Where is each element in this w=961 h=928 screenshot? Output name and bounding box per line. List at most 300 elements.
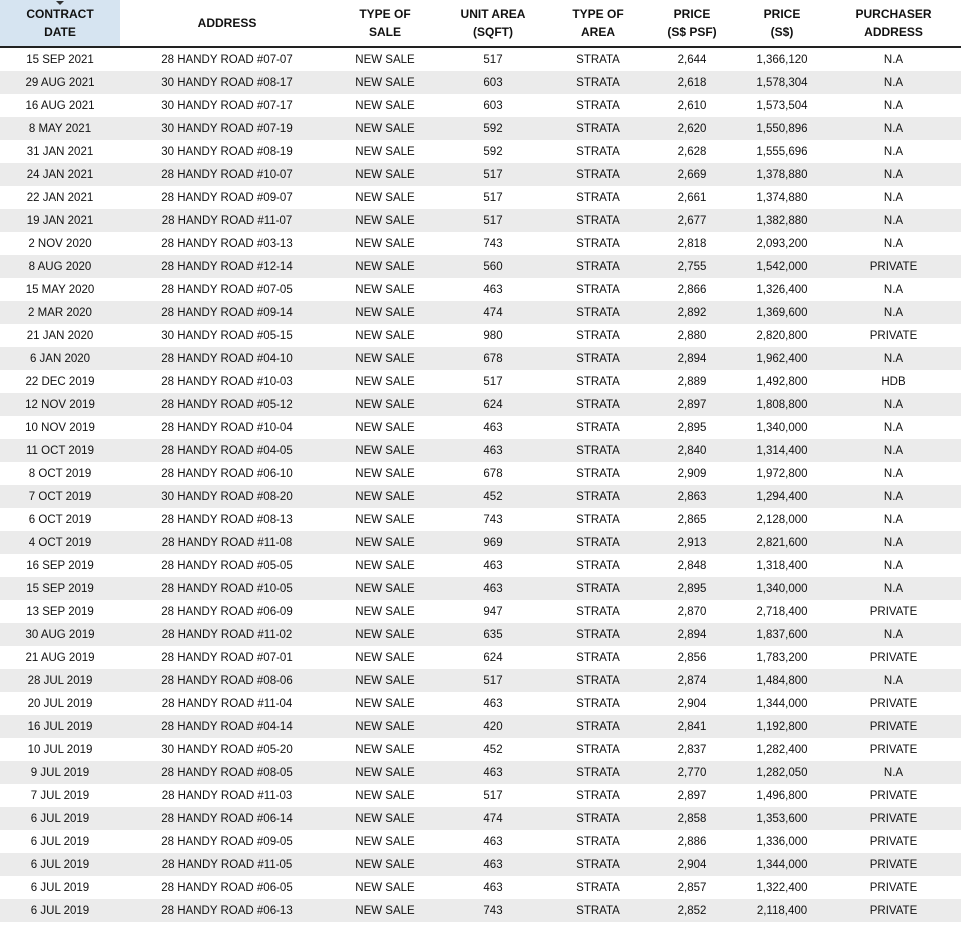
cell-purchaser-address: N.A	[826, 531, 961, 554]
cell-type-of-sale: NEW SALE	[334, 462, 436, 485]
table-row[interactable]	[0, 94, 961, 117]
cell-type-of-area: STRATA	[550, 324, 646, 347]
cell-contract-date: 11 OCT 2019	[0, 439, 120, 462]
cell-price-psf: 2,897	[646, 393, 738, 416]
cell-price: 1,378,880	[738, 163, 826, 186]
cell-purchaser-address: PRIVATE	[826, 807, 961, 830]
cell-contract-date: 2 NOV 2020	[0, 232, 120, 255]
cell-price-psf: 2,909	[646, 462, 738, 485]
table-row[interactable]	[0, 232, 961, 255]
table-row[interactable]	[0, 370, 961, 393]
cell-price-psf: 2,620	[646, 117, 738, 140]
cell-price: 1,322,400	[738, 876, 826, 899]
cell-contract-date: 7 OCT 2019	[0, 485, 120, 508]
cell-unit-area: 463	[436, 876, 550, 899]
cell-type-of-sale: NEW SALE	[334, 324, 436, 347]
cell-price-psf: 2,892	[646, 301, 738, 324]
cell-type-of-sale: NEW SALE	[334, 71, 436, 94]
cell-unit-area: 517	[436, 163, 550, 186]
cell-price-psf: 2,874	[646, 669, 738, 692]
cell-unit-area: 517	[436, 669, 550, 692]
cell-type-of-sale: NEW SALE	[334, 600, 436, 623]
cell-unit-area: 420	[436, 715, 550, 738]
cell-type-of-sale: NEW SALE	[334, 370, 436, 393]
cell-unit-area: 463	[436, 439, 550, 462]
cell-contract-date: 16 SEP 2019	[0, 554, 120, 577]
cell-contract-date: 12 NOV 2019	[0, 393, 120, 416]
cell-price-psf: 2,895	[646, 416, 738, 439]
cell-address: 28 HANDY ROAD #09-14	[120, 301, 334, 324]
cell-price-psf: 2,856	[646, 646, 738, 669]
cell-price-psf: 2,866	[646, 278, 738, 301]
table-row[interactable]	[0, 255, 961, 278]
table-row[interactable]	[0, 876, 961, 899]
cell-unit-area: 474	[436, 807, 550, 830]
cell-unit-area: 560	[436, 255, 550, 278]
cell-price-psf: 2,870	[646, 600, 738, 623]
table-row[interactable]	[0, 324, 961, 347]
cell-type-of-sale: NEW SALE	[334, 232, 436, 255]
cell-price-psf: 2,895	[646, 577, 738, 600]
cell-type-of-sale: NEW SALE	[334, 761, 436, 784]
cell-price: 1,578,304	[738, 71, 826, 94]
cell-type-of-area: STRATA	[550, 738, 646, 761]
cell-contract-date: 13 SEP 2019	[0, 600, 120, 623]
cell-unit-area: 743	[436, 899, 550, 922]
cell-price-psf: 2,852	[646, 899, 738, 922]
cell-price: 1,542,000	[738, 255, 826, 278]
cell-address: 28 HANDY ROAD #05-05	[120, 554, 334, 577]
cell-address: 28 HANDY ROAD #08-06	[120, 669, 334, 692]
cell-price: 1,962,400	[738, 347, 826, 370]
cell-type-of-area: STRATA	[550, 278, 646, 301]
table-row[interactable]	[0, 554, 961, 577]
cell-address: 28 HANDY ROAD #10-04	[120, 416, 334, 439]
cell-contract-date: 16 AUG 2021	[0, 94, 120, 117]
table-row[interactable]	[0, 669, 961, 692]
cell-type-of-sale: NEW SALE	[334, 531, 436, 554]
cell-type-of-area: STRATA	[550, 761, 646, 784]
cell-purchaser-address: N.A	[826, 47, 961, 71]
cell-price: 1,314,400	[738, 439, 826, 462]
table-row[interactable]	[0, 416, 961, 439]
cell-address: 28 HANDY ROAD #09-07	[120, 186, 334, 209]
table-row[interactable]	[0, 186, 961, 209]
table-row[interactable]	[0, 600, 961, 623]
cell-address: 30 HANDY ROAD #08-19	[120, 140, 334, 163]
cell-address: 30 HANDY ROAD #05-20	[120, 738, 334, 761]
cell-purchaser-address: N.A	[826, 761, 961, 784]
cell-type-of-sale: NEW SALE	[334, 485, 436, 508]
cell-purchaser-address: PRIVATE	[826, 646, 961, 669]
cell-price-psf: 2,841	[646, 715, 738, 738]
cell-type-of-sale: NEW SALE	[334, 393, 436, 416]
cell-address: 28 HANDY ROAD #04-05	[120, 439, 334, 462]
cell-type-of-area: STRATA	[550, 623, 646, 646]
table-row[interactable]	[0, 439, 961, 462]
cell-contract-date: 6 JUL 2019	[0, 853, 120, 876]
cell-contract-date: 4 OCT 2019	[0, 531, 120, 554]
cell-purchaser-address: PRIVATE	[826, 876, 961, 899]
cell-address: 28 HANDY ROAD #03-13	[120, 232, 334, 255]
column-header-contract-date[interactable]	[0, 0, 120, 47]
header-row	[0, 0, 961, 47]
cell-price-psf: 2,904	[646, 853, 738, 876]
cell-contract-date: 7 JUL 2019	[0, 784, 120, 807]
cell-price-psf: 2,837	[646, 738, 738, 761]
table-row[interactable]	[0, 117, 961, 140]
cell-type-of-sale: NEW SALE	[334, 830, 436, 853]
cell-price-psf: 2,897	[646, 784, 738, 807]
cell-type-of-area: STRATA	[550, 439, 646, 462]
cell-address: 28 HANDY ROAD #10-07	[120, 163, 334, 186]
cell-type-of-sale: NEW SALE	[334, 508, 436, 531]
table-row[interactable]	[0, 715, 961, 738]
table-body	[0, 47, 961, 922]
cell-price: 1,374,880	[738, 186, 826, 209]
cell-price-psf: 2,755	[646, 255, 738, 278]
cell-type-of-sale: NEW SALE	[334, 94, 436, 117]
cell-price-psf: 2,618	[646, 71, 738, 94]
cell-price-psf: 2,857	[646, 876, 738, 899]
column-header-price-psf[interactable]	[646, 0, 738, 47]
cell-price-psf: 2,880	[646, 324, 738, 347]
cell-purchaser-address: N.A	[826, 554, 961, 577]
column-header-label: SALE	[368, 25, 401, 39]
cell-price-psf: 2,628	[646, 140, 738, 163]
table-row[interactable]	[0, 853, 961, 876]
cell-address: 30 HANDY ROAD #08-17	[120, 71, 334, 94]
cell-price: 1,326,400	[738, 278, 826, 301]
sort-descending-icon	[56, 1, 64, 5]
column-header-purchaser-address[interactable]	[826, 0, 961, 47]
cell-type-of-area: STRATA	[550, 577, 646, 600]
cell-type-of-area: STRATA	[550, 600, 646, 623]
cell-price: 1,282,050	[738, 761, 826, 784]
cell-type-of-area: STRATA	[550, 232, 646, 255]
table-row[interactable]	[0, 784, 961, 807]
column-header-label: ADDRESS	[197, 16, 257, 30]
column-header-address[interactable]	[120, 0, 334, 47]
cell-price: 1,336,000	[738, 830, 826, 853]
cell-unit-area: 743	[436, 232, 550, 255]
cell-type-of-sale: NEW SALE	[334, 646, 436, 669]
cell-contract-date: 21 AUG 2019	[0, 646, 120, 669]
cell-price: 2,820,800	[738, 324, 826, 347]
cell-price-psf: 2,889	[646, 370, 738, 393]
cell-purchaser-address: PRIVATE	[826, 600, 961, 623]
cell-contract-date: 6 OCT 2019	[0, 508, 120, 531]
table-row[interactable]	[0, 531, 961, 554]
column-header-type-of-sale[interactable]	[334, 0, 436, 47]
table-row[interactable]	[0, 899, 961, 922]
cell-contract-date: 2 MAR 2020	[0, 301, 120, 324]
table-row[interactable]	[0, 47, 961, 71]
cell-unit-area: 452	[436, 485, 550, 508]
cell-type-of-sale: NEW SALE	[334, 278, 436, 301]
cell-purchaser-address: N.A	[826, 140, 961, 163]
cell-contract-date: 6 JUL 2019	[0, 876, 120, 899]
cell-purchaser-address: PRIVATE	[826, 853, 961, 876]
cell-type-of-area: STRATA	[550, 485, 646, 508]
column-header-label: TYPE OF	[359, 7, 411, 21]
cell-type-of-area: STRATA	[550, 301, 646, 324]
cell-type-of-area: STRATA	[550, 416, 646, 439]
cell-type-of-area: STRATA	[550, 186, 646, 209]
table-row[interactable]	[0, 508, 961, 531]
cell-price: 1,496,800	[738, 784, 826, 807]
cell-price: 1,783,200	[738, 646, 826, 669]
column-header-label: ADDRESS	[864, 25, 923, 39]
cell-address: 28 HANDY ROAD #04-14	[120, 715, 334, 738]
cell-unit-area: 603	[436, 94, 550, 117]
cell-unit-area: 980	[436, 324, 550, 347]
cell-unit-area: 517	[436, 370, 550, 393]
cell-price: 1,282,400	[738, 738, 826, 761]
cell-price: 1,382,880	[738, 209, 826, 232]
cell-price: 1,837,600	[738, 623, 826, 646]
cell-type-of-area: STRATA	[550, 876, 646, 899]
cell-type-of-area: STRATA	[550, 370, 646, 393]
cell-price-psf: 2,913	[646, 531, 738, 554]
cell-price-psf: 2,770	[646, 761, 738, 784]
cell-type-of-area: STRATA	[550, 393, 646, 416]
table-row[interactable]	[0, 830, 961, 853]
cell-purchaser-address: PRIVATE	[826, 255, 961, 278]
cell-purchaser-address: PRIVATE	[826, 738, 961, 761]
cell-price: 2,093,200	[738, 232, 826, 255]
cell-unit-area: 463	[436, 554, 550, 577]
column-header-type-of-area[interactable]	[550, 0, 646, 47]
cell-contract-date: 15 SEP 2019	[0, 577, 120, 600]
cell-type-of-sale: NEW SALE	[334, 554, 436, 577]
cell-price: 1,353,600	[738, 807, 826, 830]
cell-unit-area: 592	[436, 140, 550, 163]
cell-type-of-area: STRATA	[550, 715, 646, 738]
table-row[interactable]	[0, 209, 961, 232]
cell-price-psf: 2,904	[646, 692, 738, 715]
cell-type-of-area: STRATA	[550, 117, 646, 140]
cell-address: 28 HANDY ROAD #12-14	[120, 255, 334, 278]
cell-type-of-sale: NEW SALE	[334, 186, 436, 209]
cell-type-of-sale: NEW SALE	[334, 692, 436, 715]
cell-type-of-sale: NEW SALE	[334, 209, 436, 232]
cell-type-of-area: STRATA	[550, 462, 646, 485]
cell-purchaser-address: PRIVATE	[826, 899, 961, 922]
cell-price-psf: 2,677	[646, 209, 738, 232]
cell-unit-area: 624	[436, 646, 550, 669]
cell-purchaser-address: N.A	[826, 393, 961, 416]
table-row[interactable]	[0, 761, 961, 784]
cell-contract-date: 19 JAN 2021	[0, 209, 120, 232]
cell-type-of-area: STRATA	[550, 140, 646, 163]
cell-price-psf: 2,661	[646, 186, 738, 209]
cell-purchaser-address: N.A	[826, 508, 961, 531]
cell-contract-date: 6 JUL 2019	[0, 807, 120, 830]
cell-unit-area: 517	[436, 784, 550, 807]
cell-price: 1,294,400	[738, 485, 826, 508]
cell-unit-area: 635	[436, 623, 550, 646]
cell-address: 28 HANDY ROAD #05-12	[120, 393, 334, 416]
cell-unit-area: 603	[436, 71, 550, 94]
cell-purchaser-address: N.A	[826, 117, 961, 140]
cell-price-psf: 2,863	[646, 485, 738, 508]
table-row[interactable]	[0, 646, 961, 669]
cell-type-of-sale: NEW SALE	[334, 347, 436, 370]
cell-type-of-sale: NEW SALE	[334, 899, 436, 922]
cell-address: 28 HANDY ROAD #11-07	[120, 209, 334, 232]
table-row[interactable]	[0, 577, 961, 600]
cell-address: 28 HANDY ROAD #11-05	[120, 853, 334, 876]
cell-type-of-area: STRATA	[550, 94, 646, 117]
cell-purchaser-address: N.A	[826, 439, 961, 462]
cell-price: 1,972,800	[738, 462, 826, 485]
cell-purchaser-address: PRIVATE	[826, 324, 961, 347]
cell-address: 28 HANDY ROAD #06-05	[120, 876, 334, 899]
cell-address: 28 HANDY ROAD #07-01	[120, 646, 334, 669]
table-row[interactable]	[0, 692, 961, 715]
cell-price: 2,821,600	[738, 531, 826, 554]
cell-type-of-sale: NEW SALE	[334, 301, 436, 324]
cell-type-of-sale: NEW SALE	[334, 876, 436, 899]
cell-price-psf: 2,840	[646, 439, 738, 462]
table-row[interactable]	[0, 278, 961, 301]
cell-address: 28 HANDY ROAD #09-05	[120, 830, 334, 853]
cell-type-of-area: STRATA	[550, 71, 646, 94]
cell-type-of-sale: NEW SALE	[334, 807, 436, 830]
cell-price: 1,555,696	[738, 140, 826, 163]
cell-price: 1,369,600	[738, 301, 826, 324]
cell-purchaser-address: PRIVATE	[826, 830, 961, 853]
cell-address: 30 HANDY ROAD #08-20	[120, 485, 334, 508]
cell-type-of-sale: NEW SALE	[334, 784, 436, 807]
table-row[interactable]	[0, 140, 961, 163]
cell-type-of-sale: NEW SALE	[334, 439, 436, 462]
cell-unit-area: 463	[436, 830, 550, 853]
cell-address: 28 HANDY ROAD #08-13	[120, 508, 334, 531]
cell-address: 30 HANDY ROAD #07-17	[120, 94, 334, 117]
cell-address: 28 HANDY ROAD #11-04	[120, 692, 334, 715]
cell-type-of-sale: NEW SALE	[334, 416, 436, 439]
cell-address: 28 HANDY ROAD #11-03	[120, 784, 334, 807]
cell-address: 28 HANDY ROAD #10-05	[120, 577, 334, 600]
cell-price-psf: 2,818	[646, 232, 738, 255]
cell-price: 2,718,400	[738, 600, 826, 623]
table-row[interactable]	[0, 462, 961, 485]
cell-purchaser-address: N.A	[826, 186, 961, 209]
cell-unit-area: 517	[436, 186, 550, 209]
cell-address: 28 HANDY ROAD #04-10	[120, 347, 334, 370]
cell-contract-date: 6 JUL 2019	[0, 830, 120, 853]
table-row[interactable]	[0, 347, 961, 370]
cell-unit-area: 463	[436, 278, 550, 301]
cell-address: 28 HANDY ROAD #06-14	[120, 807, 334, 830]
cell-unit-area: 517	[436, 47, 550, 71]
cell-type-of-area: STRATA	[550, 807, 646, 830]
cell-purchaser-address: PRIVATE	[826, 715, 961, 738]
cell-price: 1,344,000	[738, 692, 826, 715]
cell-type-of-sale: NEW SALE	[334, 669, 436, 692]
cell-contract-date: 16 JUL 2019	[0, 715, 120, 738]
column-header-price[interactable]	[738, 0, 826, 47]
column-header-unit-area[interactable]	[436, 0, 550, 47]
cell-price: 1,340,000	[738, 577, 826, 600]
cell-contract-date: 15 SEP 2021	[0, 47, 120, 71]
cell-contract-date: 10 NOV 2019	[0, 416, 120, 439]
cell-type-of-sale: NEW SALE	[334, 577, 436, 600]
cell-price: 1,573,504	[738, 94, 826, 117]
cell-unit-area: 624	[436, 393, 550, 416]
cell-price-psf: 2,894	[646, 623, 738, 646]
cell-contract-date: 20 JUL 2019	[0, 692, 120, 715]
cell-purchaser-address: N.A	[826, 301, 961, 324]
cell-unit-area: 463	[436, 577, 550, 600]
cell-address: 28 HANDY ROAD #11-02	[120, 623, 334, 646]
column-header-label: (SQFT)	[473, 25, 513, 39]
cell-purchaser-address: N.A	[826, 347, 961, 370]
cell-type-of-area: STRATA	[550, 646, 646, 669]
cell-type-of-sale: NEW SALE	[334, 623, 436, 646]
cell-price-psf: 2,669	[646, 163, 738, 186]
table-row[interactable]	[0, 485, 961, 508]
cell-purchaser-address: N.A	[826, 94, 961, 117]
table-row[interactable]	[0, 623, 961, 646]
cell-unit-area: 517	[436, 209, 550, 232]
cell-type-of-area: STRATA	[550, 830, 646, 853]
column-header-label: PRICE	[673, 7, 711, 21]
cell-address: 28 HANDY ROAD #08-05	[120, 761, 334, 784]
table-row[interactable]	[0, 163, 961, 186]
cell-type-of-sale: NEW SALE	[334, 140, 436, 163]
column-header-label: DATE	[44, 25, 76, 39]
cell-purchaser-address: N.A	[826, 163, 961, 186]
cell-price: 1,366,120	[738, 47, 826, 71]
cell-unit-area: 463	[436, 853, 550, 876]
cell-type-of-area: STRATA	[550, 692, 646, 715]
cell-address: 30 HANDY ROAD #07-19	[120, 117, 334, 140]
cell-type-of-area: STRATA	[550, 209, 646, 232]
cell-address: 28 HANDY ROAD #10-03	[120, 370, 334, 393]
table-row[interactable]	[0, 393, 961, 416]
cell-type-of-area: STRATA	[550, 347, 646, 370]
cell-purchaser-address: N.A	[826, 669, 961, 692]
column-header-label: TYPE OF	[572, 7, 624, 21]
cell-price: 2,118,400	[738, 899, 826, 922]
column-header-label: (S$ PSF)	[667, 25, 717, 39]
cell-price-psf: 2,848	[646, 554, 738, 577]
cell-purchaser-address: PRIVATE	[826, 692, 961, 715]
table-row[interactable]	[0, 301, 961, 324]
cell-price-psf: 2,610	[646, 94, 738, 117]
cell-type-of-area: STRATA	[550, 255, 646, 278]
cell-price: 1,344,000	[738, 853, 826, 876]
cell-price-psf: 2,886	[646, 830, 738, 853]
cell-type-of-area: STRATA	[550, 899, 646, 922]
cell-unit-area: 463	[436, 416, 550, 439]
cell-contract-date: 8 OCT 2019	[0, 462, 120, 485]
cell-unit-area: 463	[436, 692, 550, 715]
table-row[interactable]	[0, 71, 961, 94]
cell-type-of-sale: NEW SALE	[334, 47, 436, 71]
cell-purchaser-address: N.A	[826, 485, 961, 508]
cell-type-of-area: STRATA	[550, 784, 646, 807]
table-row[interactable]	[0, 738, 961, 761]
cell-unit-area: 678	[436, 462, 550, 485]
cell-type-of-area: STRATA	[550, 669, 646, 692]
table-row[interactable]	[0, 807, 961, 830]
cell-contract-date: 6 JUL 2019	[0, 899, 120, 922]
cell-price: 1,340,000	[738, 416, 826, 439]
